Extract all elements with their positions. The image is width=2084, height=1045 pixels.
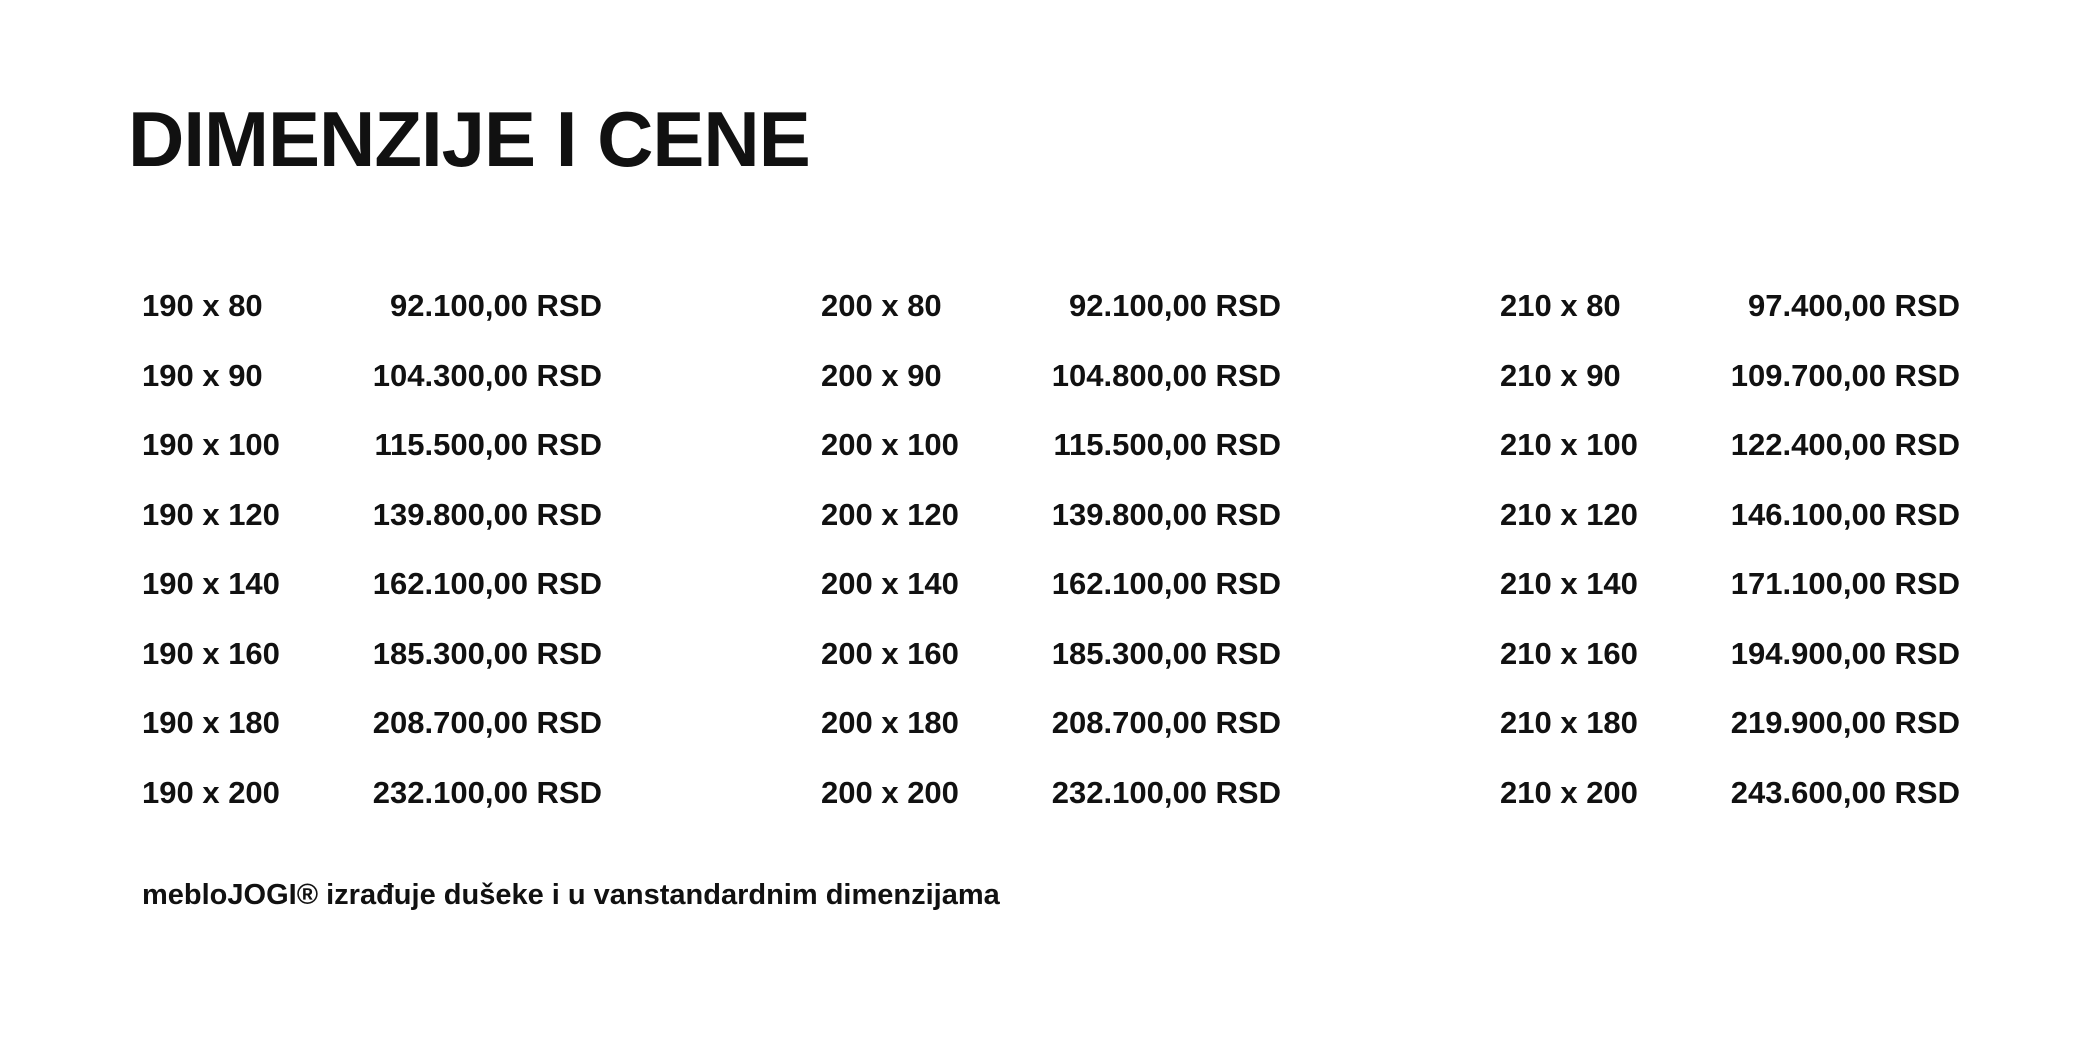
size-label: 200 x 140 <box>821 566 959 601</box>
price-value: 219.900,00 RSD <box>1730 705 1960 740</box>
size-label: 200 x 90 <box>821 357 942 393</box>
price-value: 208.700,00 RSD <box>1051 705 1281 740</box>
footnote: mebloJOGI® izrađuje dušeke i u vanstandardnim dimenzijama <box>142 879 1000 911</box>
size-label: 190 x 100 <box>142 427 280 462</box>
price-value: 162.100,00 RSD <box>372 566 602 601</box>
price-row <box>142 775 602 845</box>
size-label: 190 x 90 <box>142 357 263 393</box>
size-label: 190 x 140 <box>142 566 280 601</box>
size-label: 200 x 200 <box>821 774 959 810</box>
price-row <box>1500 705 1960 775</box>
price-column <box>821 288 1281 844</box>
price-value: 92.100,00 RSD <box>1069 288 1281 323</box>
size-label: 200 x 80 <box>821 288 942 323</box>
price-value: 146.100,00 RSD <box>1730 496 1960 532</box>
size-label: 200 x 160 <box>821 635 959 671</box>
size-label: 210 x 200 <box>1500 774 1638 810</box>
size-label: 200 x 100 <box>821 427 959 462</box>
price-row <box>1500 775 1960 845</box>
price-value: 232.100,00 RSD <box>1051 774 1281 810</box>
size-label: 210 x 100 <box>1500 427 1638 462</box>
price-row <box>142 427 602 497</box>
price-row <box>142 288 602 358</box>
price-value: 115.500,00 RSD <box>374 427 602 462</box>
price-row <box>142 636 602 706</box>
size-label: 210 x 160 <box>1500 635 1638 671</box>
price-value: 97.400,00 RSD <box>1748 288 1960 323</box>
price-row <box>1500 288 1960 358</box>
size-label: 190 x 160 <box>142 635 280 671</box>
price-value: 208.700,00 RSD <box>372 705 602 740</box>
size-label: 190 x 120 <box>142 496 280 532</box>
price-value: 194.900,00 RSD <box>1730 635 1960 671</box>
price-value: 104.800,00 RSD <box>1051 357 1281 393</box>
price-value: 115.500,00 RSD <box>1053 427 1281 462</box>
price-row <box>821 775 1281 845</box>
price-value: 139.800,00 RSD <box>372 496 602 532</box>
price-row <box>1500 566 1960 636</box>
size-label: 210 x 120 <box>1500 496 1638 532</box>
price-row <box>821 566 1281 636</box>
price-value: 185.300,00 RSD <box>1051 635 1281 671</box>
price-value: 122.400,00 RSD <box>1730 427 1960 462</box>
page-title: DIMENZIJE I CENE <box>128 95 810 183</box>
price-value: 109.700,00 RSD <box>1730 357 1960 393</box>
price-row <box>821 636 1281 706</box>
price-row <box>1500 497 1960 567</box>
size-label: 210 x 80 <box>1500 288 1621 323</box>
price-value: 243.600,00 RSD <box>1730 774 1960 810</box>
price-row <box>821 705 1281 775</box>
price-value: 92.100,00 RSD <box>390 288 602 323</box>
price-row <box>821 288 1281 358</box>
price-row <box>142 358 602 428</box>
price-value: 162.100,00 RSD <box>1051 566 1281 601</box>
price-row <box>821 358 1281 428</box>
size-label: 190 x 200 <box>142 774 280 810</box>
price-row <box>142 705 602 775</box>
price-value: 139.800,00 RSD <box>1051 496 1281 532</box>
size-label: 210 x 90 <box>1500 357 1621 393</box>
price-value: 232.100,00 RSD <box>372 774 602 810</box>
price-row <box>1500 427 1960 497</box>
price-row <box>1500 358 1960 428</box>
size-label: 210 x 140 <box>1500 566 1638 601</box>
size-label: 200 x 120 <box>821 496 959 532</box>
price-value: 171.100,00 RSD <box>1730 566 1960 601</box>
price-row <box>821 427 1281 497</box>
size-label: 210 x 180 <box>1500 705 1638 740</box>
price-column <box>1500 288 1960 844</box>
size-label: 190 x 80 <box>142 288 263 323</box>
size-label: 190 x 180 <box>142 705 280 740</box>
price-row <box>821 497 1281 567</box>
price-value: 185.300,00 RSD <box>372 635 602 671</box>
price-row <box>142 497 602 567</box>
price-column <box>142 288 602 844</box>
price-row <box>1500 636 1960 706</box>
price-row <box>142 566 602 636</box>
price-value: 104.300,00 RSD <box>372 357 602 393</box>
size-label: 200 x 180 <box>821 705 959 740</box>
